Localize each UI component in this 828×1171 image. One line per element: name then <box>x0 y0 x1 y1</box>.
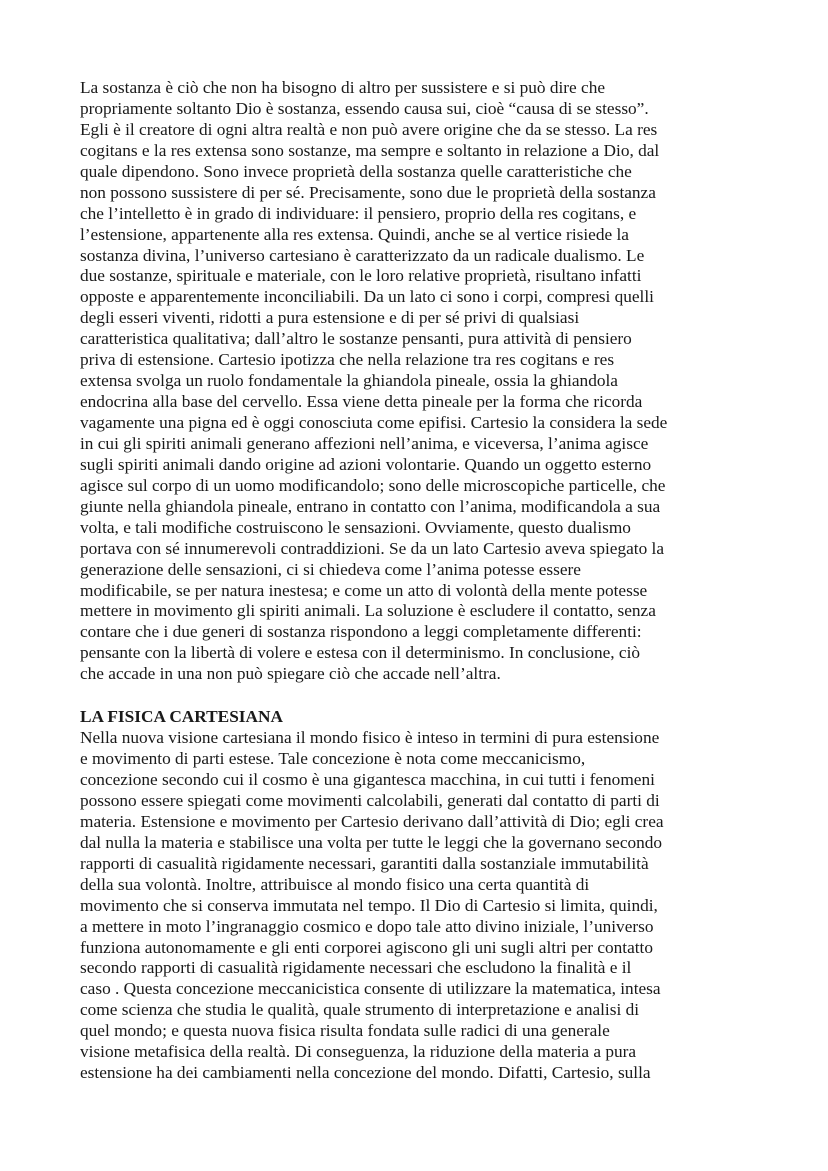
text-line: della sua volontà. Inoltre, attribuisce al mondo fisico una certa quantità di <box>80 874 590 894</box>
text-line: cogitans e la res extensa sono sostanze, ma sempre e soltanto in relazione a Dio, dal <box>80 140 660 160</box>
text-line: possono essere spiegati come movimenti calcolabili, generati dal contatto di parti di <box>80 790 660 810</box>
text-line: priva di estensione. Cartesio ipotizza che nella relazione tra res cogitans e res <box>80 350 615 370</box>
text-line: rapporti di casualità rigidamente necessari, garantiti dalla sostanziale immutabilità <box>80 853 649 873</box>
text-line: l’estensione, appartenente alla res extensa. Quindi, anche se al vertice risiede la <box>80 224 629 244</box>
text-line: caratteristica qualitativa; dall’altro le sostanze pensanti, pura attività di pensiero <box>80 329 632 349</box>
text-line: propriamente soltanto Dio è sostanza, essendo causa sui, cioè “causa di se stesso”. <box>80 98 649 118</box>
document-page <box>80 78 756 1084</box>
text-line: che l’intelletto è in grado di individuare: il pensiero, proprio della res cogitans, e <box>80 203 637 223</box>
text-line: a mettere in moto l’ingranaggio cosmico e dopo tale atto divino iniziale, l’universo <box>80 916 654 936</box>
text-line: non possono sussistere di per sé. Precisamente, sono due le proprietà della sostanza <box>80 182 656 202</box>
text-line: dal nulla la materia e stabilisce una volta per tutte le leggi che la governano secondo <box>80 832 663 852</box>
text-line: generazione delle sensazioni, ci si chiedeva come l’anima potesse essere <box>80 559 581 579</box>
paragraph-gap <box>80 685 756 707</box>
section-heading-fisica-cartesiana: LA FISICA CARTESIANA <box>80 707 283 727</box>
text-line: Nella nuova visione cartesiana il mondo fisico è inteso in termini di pura estensione <box>80 728 660 748</box>
text-line: pensante con la libertà di volere e estesa con il determinismo. In conclusione, ciò <box>80 643 641 663</box>
text-line: estensione ha dei cambiamenti nella concezione del mondo. Difatti, Cartesio, sulla <box>80 1063 651 1083</box>
text-line: secondo rapporti di casualità rigidamente necessari che escludono la finalità e il <box>80 958 632 978</box>
text-line: quale dipendono. Sono invece proprietà della sostanza quelle caratteristiche che <box>80 161 632 181</box>
text-line: quel mondo; e questa nuova fisica risulta fondata sulle radici di una generale <box>80 1021 610 1041</box>
text-line: volta, e tali modifiche costruiscono le sensazioni. Ovviamente, questo dualismo <box>80 517 631 537</box>
text-line: portava con sé innumerevoli contraddizioni. Se da un lato Cartesio aveva spiegato la <box>80 538 665 558</box>
text-line: sostanza divina, l’universo cartesiano è caratterizzato da un radicale dualismo. Le <box>80 245 645 265</box>
text-line: materia. Estensione e movimento per Cartesio derivano dall’attività di Dio; egli crea <box>80 811 664 831</box>
text-line: concezione secondo cui il cosmo è una gigantesca macchina, in cui tutti i fenomeni <box>80 770 655 789</box>
paragraph-sostanza <box>80 78 756 685</box>
text-line: in cui gli spiriti animali generano affezioni nell’anima, e viceversa, l’anima agisce <box>80 433 649 453</box>
text-line: modificabile, se per natura inestesa; e come un atto di volontà della mente potesse <box>80 580 648 600</box>
text-line: sugli spiriti animali dando origine ad azioni volontarie. Quando un oggetto esterno <box>80 454 652 474</box>
text-line: e movimento di parti estese. Tale concezione è nota come meccanicismo, <box>80 749 586 769</box>
text-line: endocrina alla base del cervello. Essa viene detta pineale per la forma che ricorda <box>80 392 643 412</box>
paragraph-fisica <box>80 728 756 1084</box>
text-line: giunte nella ghiandola pineale, entrano in contatto con l’anima, modificandola a sua <box>80 496 661 516</box>
text-line: due sostanze, spirituale e materiale, con le loro relative proprietà, risultano infatti <box>80 266 642 286</box>
text-line: Egli è il creatore di ogni altra realtà e non può avere origine che da se stesso. La res <box>80 119 658 139</box>
text-line: visione metafisica della realtà. Di conseguenza, la riduzione della materia a pura <box>80 1042 637 1062</box>
text-line: movimento che si conserva immutata nel tempo. Il Dio di Cartesio si limita, quindi, <box>80 895 658 915</box>
text-line: vagamente una pigna ed è oggi conosciuta come epifisi. Cartesio la considera la sede <box>80 413 668 432</box>
text-line: caso . Questa concezione meccanicistica consente di utilizzare la matematica, intesa <box>80 979 661 999</box>
text-line: agisce sul corpo di un uomo modificandolo; sono delle microscopiche particelle, che <box>80 475 666 495</box>
text-line: mettere in movimento gli spiriti animali. La soluzione è escludere il contatto, senza <box>80 601 656 621</box>
text-line: che accade in una non può spiegare ciò che accade nell’altra. <box>80 664 501 684</box>
text-line: La sostanza è ciò che non ha bisogno di altro per sussistere e si può dire che <box>80 78 606 97</box>
text-line: contare che i due generi di sostanza rispondono a leggi completamente differenti: <box>80 622 642 642</box>
text-line: opposte e apparentemente inconciliabili. Da un lato ci sono i corpi, compresi quelli <box>80 287 654 307</box>
text-line: funziona autonomamente e gli enti corporei agiscono gli uni sugli altri per contatto <box>80 937 653 957</box>
text-line: degli esseri viventi, ridotti a pura estensione e di per sé privi di qualsiasi <box>80 308 580 328</box>
text-line: extensa svolga un ruolo fondamentale la ghiandola pineale, ossia la ghiandola <box>80 371 618 391</box>
text-line: come scienza che studia le qualità, quale strumento di interpretazione e analisi di <box>80 1000 640 1020</box>
